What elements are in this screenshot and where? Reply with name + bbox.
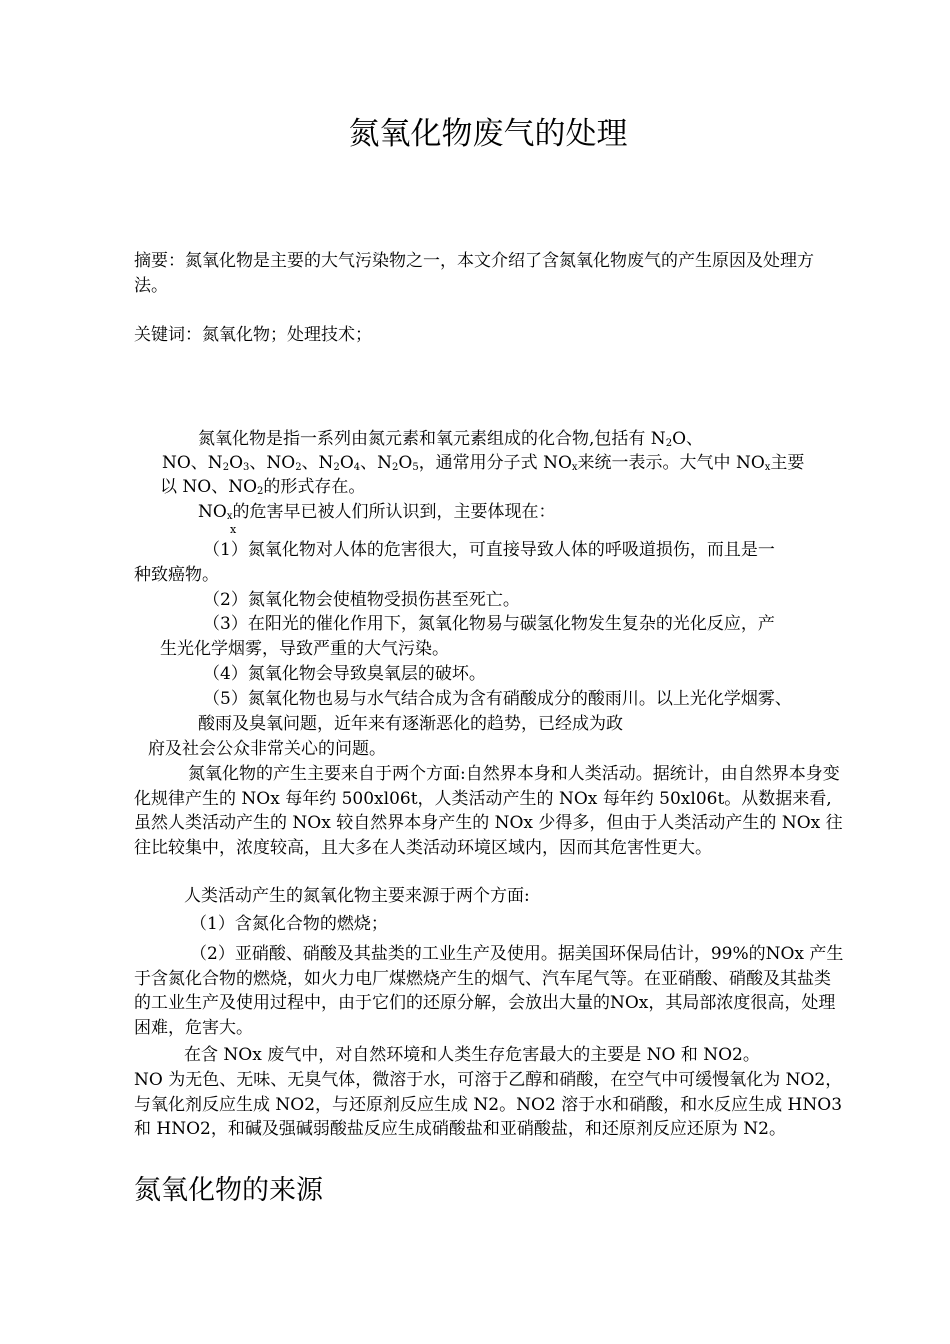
human-sources-lead: 人类活动产生的氮氧化物主要来源于两个方面: [184, 886, 530, 906]
harm-x-mark: x [230, 523, 237, 536]
harm-item-5-line-3: 府及社会公众非常关心的问题。 [148, 739, 386, 759]
harm-item-5-line-1: （5）氮氧化物也易与水气结合成为含有硝酸成分的酸雨川。以上光化学烟雾、 [203, 689, 792, 709]
harm-item-1-line-2: 种致癌物。 [134, 565, 219, 585]
intro-line-2: NO、$N_2O_3$、$NO_2$、$N_2O_4$、$N_2O_5$，通常用分子式 $NO_x$来统一表示。大气中 $NO_x$主要 [162, 453, 805, 473]
human-source-1: （1）含氮化合物的燃烧； [190, 914, 388, 934]
human-source-2: （2）亚硝酸、硝酸及其盐类的工业生产及使用。据美国环保局估计，99%的NOx 产生于含氮化合物的燃烧，如火力电厂煤燃烧产生的烟气、汽车尾气等。在亚硝酸、硝酸及其盐类的工业生产及使用过程中，由于它们的还原分解，会放出大量的NOx，其局部浓度很高，处理困难，危害大。 [134, 944, 844, 1038]
keywords: 关键词：氮氧化物；处理技术； [134, 325, 372, 345]
no-lead: 在含 NOx 废气中，对自然环境和人类生存危害最大的主要是 NO 和 NO2。 [184, 1045, 760, 1065]
harm-item-5-line-2: 酸雨及臭氧问题，近年来有逐渐恶化的趋势，已经成为政 [198, 714, 623, 734]
harm-item-4: （4）氮氧化物会导致臭氧层的破坏。 [203, 664, 486, 684]
harm-item-3-line-2: 生光化学烟雾，导致严重的大气污染。 [160, 639, 449, 659]
sources-paragraph: 氮氧化物的产生主要来自于两个方面:自然界本身和人类活动。据统计，由自然界本身变化规律产生的 NOx 每年约 500xl06t，人类活动产生的 NOx 每年约 50xl06t。从数据来看,虽然人类活动产生的 NOx 较自然界本身产生的 NOx 少得多，但由于人类活动产生的 NOx 往往比较集中，浓度较高，且大多在人类活动环境区域内，因而其危害性更大。 [134, 764, 843, 858]
harm-item-2: （2）氮氧化物会使植物受损伤甚至死亡。 [203, 590, 520, 610]
intro-line-3: 以 NO、$NO_2$的形式存在。 [160, 477, 366, 497]
document-title: 氮氧化物废气的处理 [348, 116, 628, 152]
harm-lead: $NO_x$的危害早已被人们所认识到，主要体现在： [198, 502, 556, 522]
section-heading: 氮氧化物的来源 [134, 1175, 323, 1206]
abstract: 摘要：氮氧化物是主要的大气污染物之一，本文介绍了含氮氧化物废气的产生原因及处理方法。 [134, 251, 814, 296]
harm-item-3-line-1: （3）在阳光的催化作用下，氮氧化物易与碳氢化物发生复杂的光化反应，产 [203, 614, 775, 634]
intro-line-1: 氮氧化物是指一系列由氮元素和氧元素组成的化合物,包括有 $N_2O$、 [198, 429, 703, 449]
no-properties-paragraph: NO 为无色、无味、无臭气体，微溶于水，可溶于乙醇和硝酸，在空气中可缓慢氧化为 NO2，与氧化剂反应生成 NO2，与还原剂反应生成 N2。NO2 溶于水和硝酸，和水反应生成 HNO3 和 HNO2，和碱及强碱弱酸盐反应生成硝酸盐和亚硝酸盐，和还原剂反应还原为 N2。 [134, 1070, 843, 1139]
harm-item-1-line-1: （1）氮氧化物对人体的危害很大，可直接导致人体的呼吸道损伤，而且是一 [203, 540, 775, 560]
